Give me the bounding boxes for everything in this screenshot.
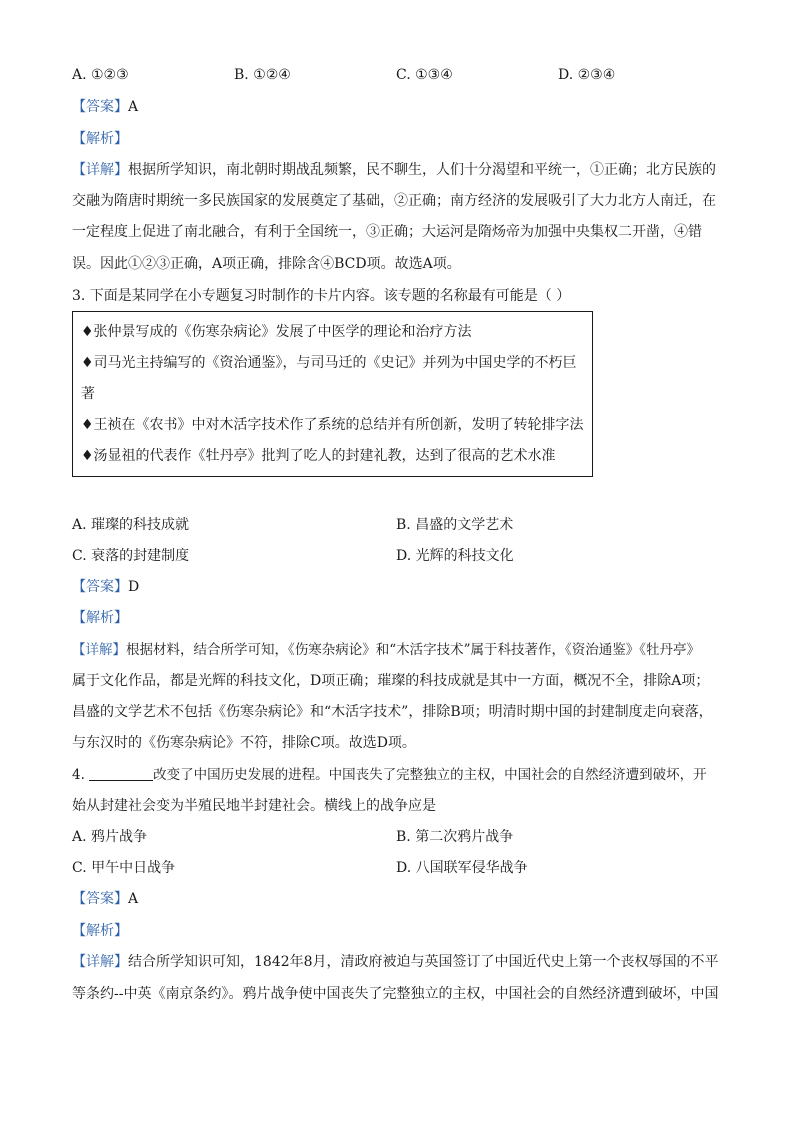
q3-detail-line-4: 与东汉时的《伤寒杂病论》不符，排除C项。故选D项。 xyxy=(72,735,416,751)
answer-tag: 【答案】 xyxy=(72,891,128,907)
detail-tag: 【详解】 xyxy=(72,954,128,970)
q2-analysis-tag xyxy=(72,129,128,149)
q4-option-c: C. 甲午中日战争 xyxy=(72,860,176,876)
answer-value: D xyxy=(128,579,140,595)
q4-analysis-tag xyxy=(72,921,128,941)
q3-option-a: A. 璀璨的科技成就 xyxy=(72,517,190,533)
detail-text: 根据所学知识，南北朝时期战乱频繁，民不聊生，人们十分渴望和平统一，①正确；北方民族的 xyxy=(128,162,716,178)
q2-detail-line-2: 交融为隋唐时期统一多民族国家的发展奠定了基础，②正确；南方经济的发展吸引了大力北方人南迁，在 xyxy=(72,193,716,209)
q3-detail-line-1 xyxy=(72,640,700,660)
q4-option-b: B. 第二次鸦片战争 xyxy=(396,829,514,845)
card-line-5: ♦汤显祖的代表作《牡丹亭》批判了吃人的封建礼教，达到了很高的艺术水准 xyxy=(81,448,556,464)
q2-detail-line-4: 误。因此①②③正确，A项正确，排除含④BCD项。故选A项。 xyxy=(72,256,461,272)
analysis-tag: 【解析】 xyxy=(72,131,128,147)
q3-analysis-tag xyxy=(72,608,128,628)
card-line-1: ♦张仲景写成的《伤寒杂病论》发展了中医学的理论和治疗方法 xyxy=(81,324,472,340)
q3-stem: 3. 下面是某同学在小专题复习时制作的卡片内容。该专题的名称最有可能是（ ） xyxy=(72,288,571,304)
q3-option-b: B. 昌盛的文学艺术 xyxy=(396,517,514,533)
q2-option-c: C. ①③④ xyxy=(396,67,453,83)
q2-option-b: B. ①②④ xyxy=(234,67,291,83)
q2-detail-line-3: 一定程度上促进了南北融合，有利于全国统一，③正确；大运河是隋炀帝为加强中央集权二开凿，④错 xyxy=(72,224,702,240)
q2-option-d: D. ②③④ xyxy=(558,67,616,83)
q2-option-a: A. ①②③ xyxy=(72,67,129,83)
detail-tag: 【详解】 xyxy=(72,642,126,658)
q4-stem-text: 改变了中国历史发展的进程。中国丧失了完整独立的主权，中国社会的自然经济遭到破坏，开 xyxy=(153,767,707,783)
q3-card xyxy=(72,311,593,477)
card-line-3: 著 xyxy=(81,386,95,402)
q3-option-d: D. 光辉的科技文化 xyxy=(396,548,514,564)
q4-detail-line-2: 等条约--中英《南京条约》。鸦片战争使中国丧失了完整独立的主权，中国社会的自然经济遭到破坏，中国 xyxy=(72,986,719,1002)
q3-option-c: C. 衰落的封建制度 xyxy=(72,548,190,564)
detail-tag: 【详解】 xyxy=(72,162,128,178)
q3-detail-line-3: 昌盛的文学艺术不包括《伤寒杂病论》和“木活字技术”，排除B项；明清时期中国的封建制度走向衰落， xyxy=(72,704,713,720)
detail-text: 根据材料，结合所学可知，《伤寒杂病论》和“木活字技术”属于科技著作，《资治通鉴》《牡丹亭》 xyxy=(126,642,701,658)
q2-answer xyxy=(72,97,138,117)
card-line-2: ♦司马光主持编写的《资治通鉴》，与司马迁的《史记》并列为中国史学的不朽巨 xyxy=(81,355,577,371)
q4-option-a: A. 鸦片战争 xyxy=(72,829,148,845)
q4-stem-line-2: 始从封建社会变为半殖民地半封建社会。横线上的战争应是 xyxy=(72,798,436,814)
q4-detail-line-1 xyxy=(72,952,719,972)
analysis-tag: 【解析】 xyxy=(72,923,128,939)
answer-value: A xyxy=(128,891,139,907)
card-line-4: ♦王祯在《农书》中对木活字技术作了系统的总结并有所创新，发明了转轮排字法 xyxy=(81,417,584,433)
answer-tag: 【答案】 xyxy=(72,579,128,595)
q2-detail-line-1 xyxy=(72,160,716,180)
q3-detail-line-2: 属于文化作品，都是光辉的科技文化，D项正确；璀璨的科技成就是其中一方面，概况不全，排除A项； xyxy=(72,673,710,689)
q4-stem-line-1 xyxy=(72,765,707,785)
q4-number: 4. xyxy=(72,767,90,783)
answer-value: A xyxy=(128,99,139,115)
q4-option-d: D. 八国联军侵华战争 xyxy=(396,860,528,876)
q3-answer xyxy=(72,577,139,597)
answer-tag: 【答案】 xyxy=(72,99,128,115)
analysis-tag: 【解析】 xyxy=(72,610,128,626)
detail-text: 结合所学知识可知，1842年8月，清政府被迫与英国签订了中国近代史上第一个丧权辱国的不平 xyxy=(128,954,719,970)
q4-answer xyxy=(72,889,138,909)
fill-in-blank xyxy=(89,766,153,781)
